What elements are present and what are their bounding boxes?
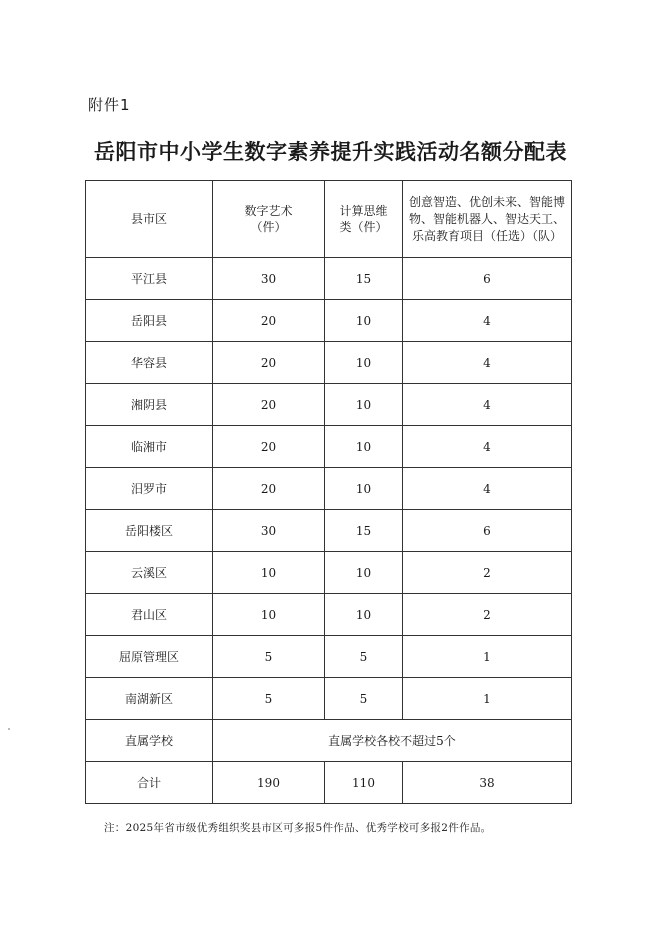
table-row — [86, 384, 572, 426]
scan-mark — [8, 728, 10, 730]
table-row — [86, 594, 572, 636]
table-row — [86, 510, 572, 552]
computational-thinking-cell: 10 — [325, 426, 403, 468]
header-digital-art-text: 数字艺术 （件） — [244, 204, 293, 234]
digital-art-cell: 20 — [213, 384, 325, 426]
teams-cell: 4 — [403, 468, 572, 510]
teams-cell: 2 — [403, 552, 572, 594]
total-cs: 110 — [325, 762, 403, 804]
table-row — [86, 300, 572, 342]
table-header-row — [86, 181, 572, 258]
teams-cell: 6 — [403, 258, 572, 300]
table-row — [86, 426, 572, 468]
district-cell: 南湖新区 — [86, 678, 213, 720]
header-computational-thinking — [325, 181, 403, 258]
table-row — [86, 552, 572, 594]
computational-thinking-cell: 15 — [325, 258, 403, 300]
table-row — [86, 258, 572, 300]
digital-art-cell: 5 — [213, 678, 325, 720]
header-computational-thinking-text: 计算思维 类（件） — [339, 204, 388, 234]
header-district: 县市区 — [86, 181, 213, 258]
district-cell: 平江县 — [86, 258, 213, 300]
computational-thinking-cell: 10 — [325, 468, 403, 510]
teams-cell: 4 — [403, 426, 572, 468]
district-cell: 岳阳县 — [86, 300, 213, 342]
computational-thinking-cell: 10 — [325, 594, 403, 636]
computational-thinking-cell: 10 — [325, 384, 403, 426]
header-digital-art — [213, 181, 325, 258]
attachment-label: 附件1 — [88, 96, 131, 114]
computational-thinking-cell: 10 — [325, 552, 403, 594]
total-label: 合计 — [86, 762, 213, 804]
teams-cell: 2 — [403, 594, 572, 636]
teams-cell: 1 — [403, 636, 572, 678]
district-cell: 汨罗市 — [86, 468, 213, 510]
digital-art-cell: 20 — [213, 468, 325, 510]
district-cell: 华容县 — [86, 342, 213, 384]
digital-art-cell: 30 — [213, 258, 325, 300]
teams-cell: 4 — [403, 300, 572, 342]
district-cell: 岳阳楼区 — [86, 510, 213, 552]
table-row — [86, 678, 572, 720]
district-cell: 屈原管理区 — [86, 636, 213, 678]
computational-thinking-cell: 10 — [325, 342, 403, 384]
table-row — [86, 636, 572, 678]
total-art: 190 — [213, 762, 325, 804]
teams-cell: 4 — [403, 342, 572, 384]
digital-art-cell: 10 — [213, 594, 325, 636]
computational-thinking-cell: 15 — [325, 510, 403, 552]
digital-art-cell: 20 — [213, 300, 325, 342]
computational-thinking-cell: 10 — [325, 300, 403, 342]
allocation-table — [85, 180, 572, 804]
district-cell: 湘阴县 — [86, 384, 213, 426]
table-row — [86, 468, 572, 510]
district-cell: 云溪区 — [86, 552, 213, 594]
district-cell: 临湘市 — [86, 426, 213, 468]
total-teams: 38 — [403, 762, 572, 804]
digital-art-cell: 30 — [213, 510, 325, 552]
direct-school-label: 直属学校 — [86, 720, 213, 762]
direct-school-row — [86, 720, 572, 762]
direct-school-value: 直属学校各校不超过5个 — [213, 720, 572, 762]
district-cell: 君山区 — [86, 594, 213, 636]
digital-art-cell: 20 — [213, 342, 325, 384]
table-row — [86, 342, 572, 384]
page-title: 岳阳市中小学生数字素养提升实践活动名额分配表 — [94, 139, 567, 164]
teams-cell: 6 — [403, 510, 572, 552]
teams-cell: 1 — [403, 678, 572, 720]
computational-thinking-cell: 5 — [325, 636, 403, 678]
footnote: 注：2025年省市级优秀组织奖县市区可多报5件作品、优秀学校可多报2件作品。 — [104, 822, 492, 834]
digital-art-cell: 20 — [213, 426, 325, 468]
header-creative-projects: 创意智造、优创未来、智能博物、智能机器人、智达天工、乐高教育项目（任选）（队） — [403, 181, 572, 258]
digital-art-cell: 5 — [213, 636, 325, 678]
teams-cell: 4 — [403, 384, 572, 426]
total-row — [86, 762, 572, 804]
digital-art-cell: 10 — [213, 552, 325, 594]
computational-thinking-cell: 5 — [325, 678, 403, 720]
